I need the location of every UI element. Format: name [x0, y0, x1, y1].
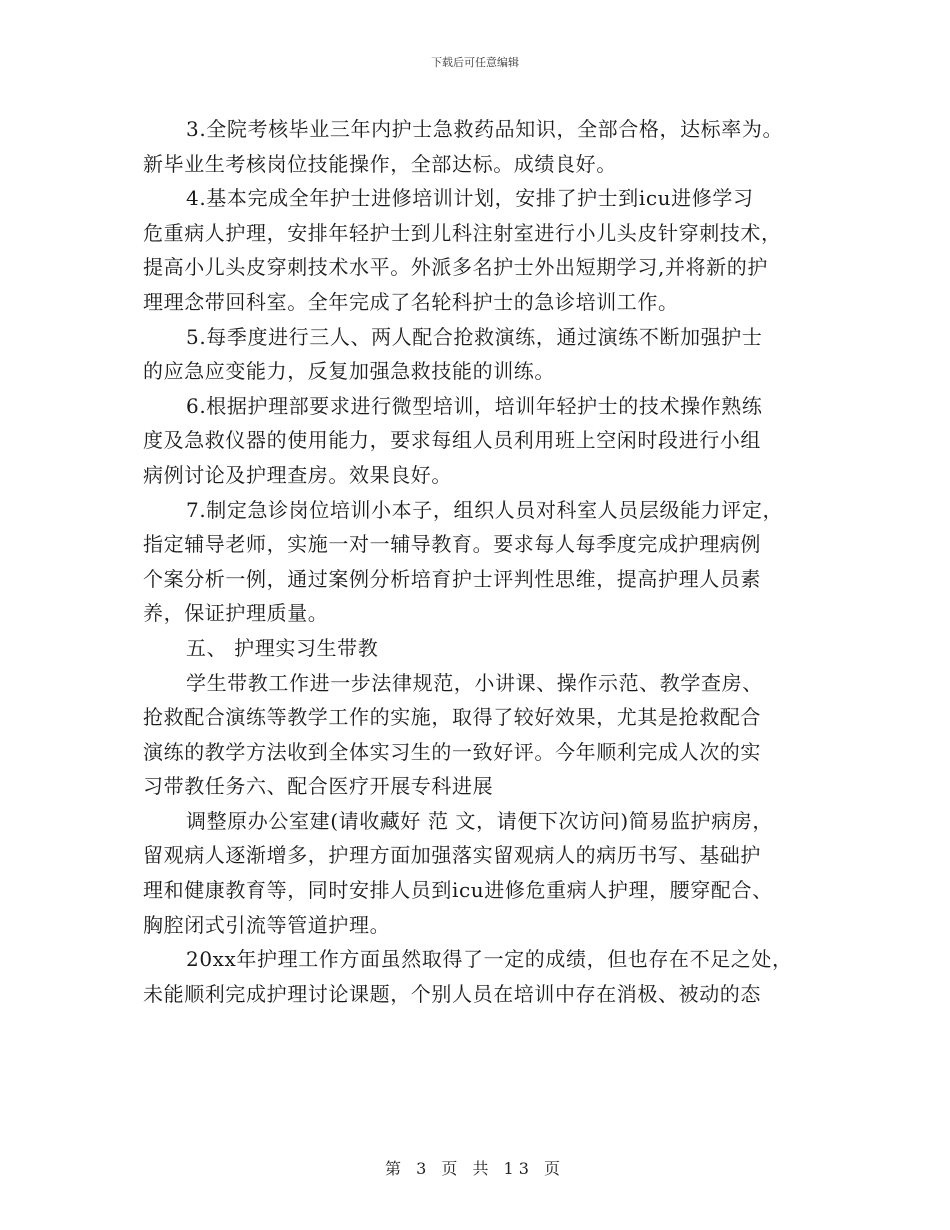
text-line: 理理念带回科室。全年完成了名轮科护士的急诊培训工作。: [143, 289, 679, 314]
text-line: 7.制定急诊岗位培训小本子，组织人员对科室人员层级能力评定，: [186, 497, 784, 522]
text-line: 习带教任务六、配合医疗开展专科进展: [143, 774, 494, 799]
text-line: 4.基本完成全年护士进修培训计划，安排了护士到icu进修学习: [186, 186, 754, 211]
text-line: 度及急救仪器的使用能力，要求每组人员利用班上空闲时段进行小组: [143, 428, 761, 453]
text-line: 3.全院考核毕业三年内护士急救药品知识，全部合格，达标率为。: [186, 117, 784, 141]
text-line: 6.根据护理部要求进行微型培训，培训年轻护士的技术操作熟练: [186, 393, 763, 418]
text-line: 危重病人护理，安排年轻护士到儿科注射室进行小儿头皮针穿刺技术，: [143, 220, 782, 245]
text-line: 指定辅导老师，实施一对一辅导教育。要求每人每季度完成护理病例: [143, 532, 761, 557]
text-line: 病例讨论及护理查房。效果良好。: [143, 462, 452, 487]
text-line: 未能顺利完成护理讨论课题，个别人员在培训中存在消极、被动的态: [143, 981, 761, 1006]
text-line: 理和健康教育等，同时安排人员到icu进修危重病人护理，腰穿配合、: [143, 878, 773, 903]
text-line: 养，保证护理质量。: [143, 601, 329, 626]
text-line: 20xx年护理工作方面虽然取得了一定的成绩，但也存在不足之处，: [186, 947, 793, 972]
text-line: 学生带教工作进一步法律规范，小讲课、操作示范、教学查房、: [186, 670, 763, 695]
text-line: 提高小儿头皮穿刺技术水平。外派多名护士外出短期学习,并将新的护: [143, 255, 768, 280]
text-line: 个案分析一例，通过案例分析培育护士评判性思维，提高护理人员素: [143, 566, 761, 591]
text-line: 调整原办公室建(请收藏好 范 文，请便下次访问)简易监护病房，: [186, 808, 773, 833]
text-line: 演练的教学方法收到全体实习生的一致好评。今年顺利完成人次的实: [143, 739, 761, 764]
text-line: 5.每季度进行三人、两人配合抢救演练，通过演练不断加强护士: [186, 324, 763, 349]
page-footer: 第 3 页 共 13 页: [385, 1159, 565, 1178]
document-body: [143, 112, 823, 1011]
text-line: 留观病人逐渐增多，护理方面加强落实留观病人的病历书写、基础护: [143, 843, 761, 868]
text-line: 胸腔闭式引流等管道护理。: [143, 912, 391, 937]
text-line: 抢救配合演练等教学工作的实施，取得了较好效果，尤其是抢救配合: [143, 705, 761, 730]
text-line: 的应急应变能力，反复加强急救技能的训练。: [143, 359, 555, 384]
page-header: 下载后可任意编辑: [431, 56, 519, 69]
text-line: 新毕业生考核岗位技能操作，全部达标。成绩良好。: [143, 151, 617, 176]
text-line: 五、 护理实习生带教: [186, 635, 379, 660]
